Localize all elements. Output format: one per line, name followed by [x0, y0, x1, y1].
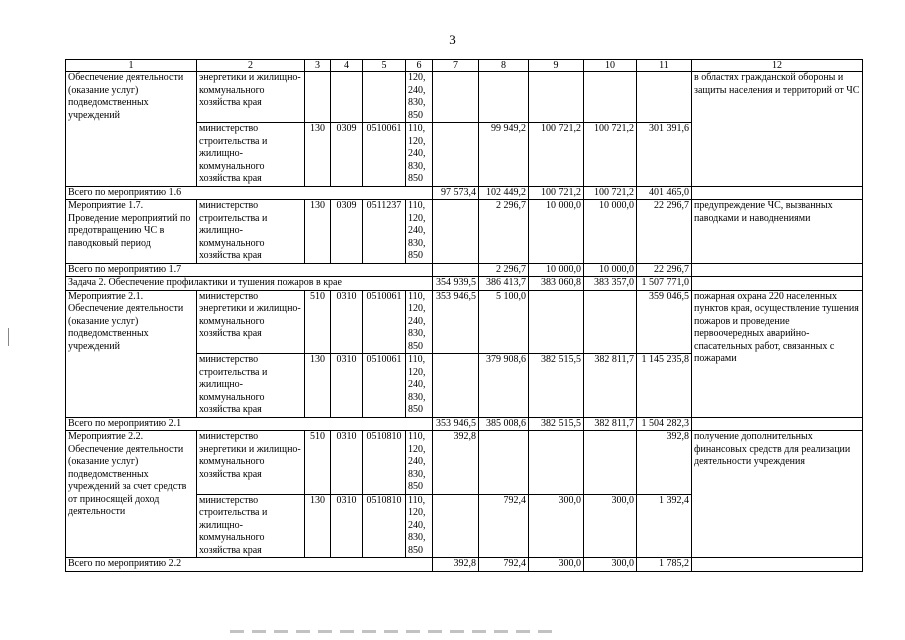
header-cell: 10 [584, 60, 637, 72]
header-cell: 2 [197, 60, 305, 72]
scan-margin-mark [8, 328, 9, 346]
expense-types: 110, 120, 240, 830, 850 [406, 200, 433, 264]
result-description: получение дополнительных финансовых средств для реализации деятельности учреждения [692, 431, 863, 558]
ministry: министерство строительства и жилищно-коммунального хозяйства края [197, 354, 305, 418]
table-row: министерство строительства и жилищно-коммунального хозяйства края 130 0310 0510810 110, 120, 240, 830, 850 792,4 300,0 300,0 1 392,4 [66, 494, 863, 558]
expense-types: 110, 120, 240, 830, 850 [406, 123, 433, 187]
ministry: министерство строительства и жилищно-коммунального хозяйства края [197, 494, 305, 558]
scan-bottom-artifact [230, 630, 560, 633]
event-name: Мероприятие 2.2. Обеспечение деятельности (оказание услуг) подведомственных учреждений за счет средств от приносящей доход деятельности [66, 431, 197, 558]
header-cell: 7 [433, 60, 479, 72]
header-cell: 11 [637, 60, 692, 72]
ministry: министерство строительства и жилищно-коммунального хозяйства края [197, 123, 305, 187]
total-row: Всего по мероприятию 2.2 392,8 792,4 300,0 300,0 1 785,2 [66, 558, 863, 572]
table-row [66, 72, 863, 123]
event-name: Обеспечение деятельности (оказание услуг) подведомственных учреждений [66, 72, 197, 187]
ministry: энергетики и жилищно-коммунального хозяйства края [197, 72, 305, 123]
expense-types: 110, 120, 240, 830, 850 [406, 494, 433, 558]
header-cell: 6 [406, 60, 433, 72]
page-number: 3 [449, 32, 456, 47]
event-name: Мероприятие 1.7. Проведение мероприятий по предотвращению ЧС в паводковый период [66, 200, 197, 264]
header-cell: 12 [692, 60, 863, 72]
result-description: пожарная охрана 220 населенных пунктов края, осуществление тушения пожаров и проведение первоочередных аварийно-спасательных работ, связанных с пожарами [692, 290, 863, 417]
total-row: Всего по мероприятию 1.7 2 296,7 10 000,0 10 000,0 22 296,7 [66, 263, 863, 277]
table-row: Мероприятие 2.1. Обеспечение деятельности (оказание услуг) подведомственных учреждений министерство энергетики и жилищно-коммунального хозяйства края 510 0310 0510061 110, 120, 240, 830, 850 353 946,5 5 100,0 359 046,5 пожарная охрана 220 населенных пунктов края, осуществление тушения пожаров и проведение первоочередных аварийно-спасательных работ, связанных с пожарами [66, 290, 863, 354]
expense-types: 110, 120, 240, 830, 850 [406, 290, 433, 354]
ministry: министерство энергетики и жилищно-коммунального хозяйства края [197, 290, 305, 354]
table-row: Мероприятие 2.2. Обеспечение деятельности (оказание услуг) подведомственных учреждений за счет средств от приносящей доход деятельности министерство энергетики и жилищно-коммунального хозяйства края 510 0310 0510810 110, 120, 240, 830, 850 392,8 392,8 получение дополнительных финансовых средств для реализации деятельности учреждения [66, 431, 863, 495]
expense-types: 120, 240, 830, 850 [406, 72, 433, 123]
ministry: министерство строительства и жилищно-коммунального хозяйства края [197, 200, 305, 264]
expense-types: 110, 120, 240, 830, 850 [406, 431, 433, 495]
header-cell: 8 [479, 60, 529, 72]
result-description: в областях гражданской обороны и защиты населения и территорий от ЧС [692, 72, 863, 187]
budget-table [65, 59, 863, 572]
task-row: Задача 2. Обеспечение профилактики и тушения пожаров в крае 354 939,5 386 413,7 383 060,8 383 357,0 1 507 771,0 [66, 277, 863, 291]
expense-types: 110, 120, 240, 830, 850 [406, 354, 433, 418]
table-row: министерство строительства и жилищно-коммунального хозяйства края 130 0309 0510061 110, 120, 240, 830, 850 99 949,2 100 721,2 100 721,2 301 391,6 [66, 123, 863, 187]
header-cell: 9 [529, 60, 584, 72]
result-description: предупреждение ЧС, вызванных паводками и наводнениями [692, 200, 863, 264]
total-row: Всего по мероприятию 1.6 97 573,4 102 449,2 100 721,2 100 721,2 401 465,0 [66, 186, 863, 200]
ministry: министерство энергетики и жилищно-коммунального хозяйства края [197, 431, 305, 495]
header-row [66, 60, 863, 72]
total-row: Всего по мероприятию 2.1 353 946,5 385 008,6 382 515,5 382 811,7 1 504 282,3 [66, 417, 863, 431]
header-cell: 1 [66, 60, 197, 72]
header-cell: 5 [363, 60, 406, 72]
table-row: Мероприятие 1.7. Проведение мероприятий по предотвращению ЧС в паводковый период министерство строительства и жилищно-коммунального хозяйства края 130 0309 0511237 110, 120, 240, 830, 850 2 296,7 10 000,0 10 000,0 22 296,7 предупреждение ЧС, вызванных паводками и наводнениями [66, 200, 863, 264]
event-name: Мероприятие 2.1. Обеспечение деятельности (оказание услуг) подведомственных учреждений [66, 290, 197, 417]
table-row: министерство строительства и жилищно-коммунального хозяйства края 130 0310 0510061 110, 120, 240, 830, 850 379 908,6 382 515,5 382 811,7 1 145 235,8 [66, 354, 863, 418]
header-cell: 4 [331, 60, 363, 72]
header-cell: 3 [305, 60, 331, 72]
